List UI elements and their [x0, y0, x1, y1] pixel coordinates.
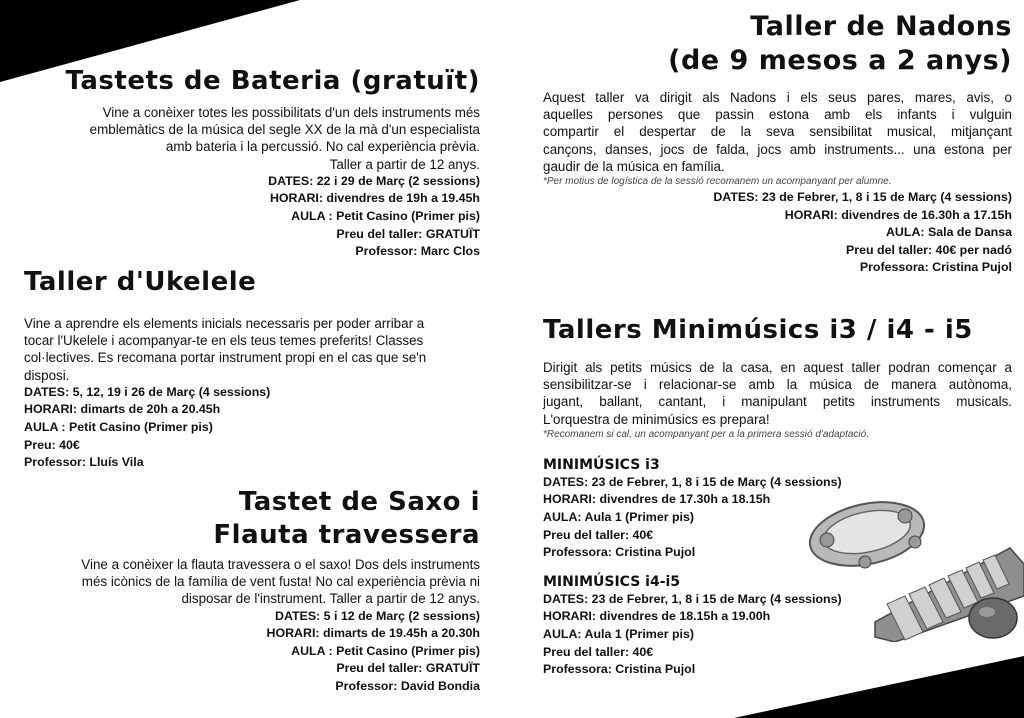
bateria-dates: DATES: 22 i 29 de Març (2 sessions) — [268, 173, 480, 188]
nadons-info-list — [543, 189, 1012, 277]
bateria-text-line: Taller a partir de 12 anys. — [329, 156, 480, 172]
bateria-text-line: Vine a conèixer totes les possibilitats d'un dels instruments més — [102, 105, 480, 120]
minimusics-i45-price: Preu del taller: 40€ — [543, 644, 654, 659]
minimusics-i3-room: AULA: Aula 1 (Primer pis) — [543, 510, 695, 524]
bateria-text-line: emblemàtics de la música del segle XX de la mà d'un especialista — [89, 122, 480, 138]
ukelele-title: Taller d'Ukelele — [24, 267, 257, 297]
saxo-teacher: Professor: David Bondia — [335, 678, 480, 693]
minimusics-i45-schedule: HORARI: divendres de 18.15h a 19.00h — [543, 609, 771, 624]
toy-instruments-icon — [805, 492, 1024, 642]
bateria-teacher: Professor: Marc Clos — [355, 244, 480, 259]
bateria-schedule: HORARI: divendres de 19h a 19.45h — [269, 191, 480, 206]
nadons-dates: DATES: 23 de Febrer, 1, 8 i 15 de Març (4 sessions) — [713, 190, 1012, 205]
bateria-room: AULA : Petit Casino (Primer pis) — [291, 209, 480, 223]
ukelele-text-line: tocar l'Ukelele i acompanyar-te en els teus temes preferits! Classes — [24, 333, 424, 349]
ukelele-text-line: col·lectives. Es recomana portar instrument propi en el cas que se'n — [24, 350, 427, 366]
minimusics-i45-room: AULA: Aula 1 (Primer pis) — [543, 626, 695, 641]
saxo-schedule: HORARI: dimarts de 19.45h a 20.30h — [266, 626, 480, 641]
nadons-note: *Per motius de logística de la sessió recomanem un acompanyant per alumne. — [543, 176, 892, 188]
nadons-schedule: HORARI: divendres de 16.30h a 17.15h — [784, 207, 1012, 222]
saxo-room: AULA : Petit Casino (Primer pis) — [291, 643, 480, 658]
section-nadons — [543, 10, 1012, 277]
nadons-text-line: aquelles persones que passin estona amb els infants i vulguin — [543, 107, 1012, 123]
ukelele-teacher: Professor: Lluís Vila — [24, 455, 144, 470]
nadons-price: Preu del taller: 40€ per nadó — [846, 242, 1012, 257]
nadons-room: AULA: Sala de Dansa — [885, 225, 1012, 240]
nadons-text-line: gaudir de la música en família. — [543, 158, 725, 174]
minimusics-i3-price: Preu del taller: 40€ — [543, 527, 654, 542]
minimusics-i45-dates: DATES: 23 de Febrer, 1, 8 i 15 de Març (4 sessions) — [543, 591, 842, 606]
minimusics-i3-heading: MINIMÚSICS i3 — [543, 456, 660, 473]
section-ukelele — [24, 265, 484, 472]
nadons-text-line: compartir el despertar de la seva sensibilitat musical, mitjançant — [543, 124, 1012, 140]
ukelele-price: Preu: 40€ — [24, 437, 80, 452]
ukelele-room: AULA : Petit Casino (Primer pis) — [24, 420, 213, 434]
minimusics-text-line: jugant, ballant, cantant, i manipulant petits instruments musicals. — [543, 394, 1012, 410]
saxo-text-line: Vine a conèixer la flauta travessera o el saxo! Dos dels instruments — [81, 557, 480, 572]
nadons-title-line: Taller de Nadons — [750, 11, 1012, 42]
saxo-text-line: disposar de l'instrument. Taller a partir de 12 anys. — [181, 591, 480, 607]
minimusics-i45-heading: MINIMÚSICS i4-i5 — [543, 573, 681, 590]
section-bateria — [20, 64, 480, 261]
bateria-price: Preu del taller: GRATUÏT — [336, 226, 480, 241]
ukelele-info-list — [24, 384, 484, 472]
saxo-title-line: Tastet de Saxo i — [238, 487, 480, 517]
nadons-text-line: cançons, danses, jocs de falda, jocs amb instruments... una estona per — [543, 141, 1012, 157]
nadons-teacher: Professora: Cristina Pujol — [859, 260, 1012, 275]
minimusics-text-line: Dirigit als petits músics de la casa, en aquest taller podran començar a — [543, 360, 1012, 375]
nadons-title-line: (de 9 mesos a 2 anys) — [668, 45, 1012, 76]
minimusics-i45-teacher: Professora: Cristina Pujol — [543, 662, 696, 677]
saxo-title-line: Flauta travessera — [213, 520, 480, 550]
saxo-info-list — [20, 608, 480, 696]
saxo-dates: DATES: 5 i 12 de Març (2 sessions) — [275, 608, 480, 623]
minimusics-i3-dates: DATES: 23 de Febrer, 1, 8 i 15 de Març (4 sessions) — [543, 474, 842, 489]
ukelele-text-line: Vine a aprendre els elements inicials necessaris per poder arribar a — [24, 316, 425, 331]
bateria-info-list — [20, 173, 480, 261]
ukelele-text-line: disposi. — [24, 367, 70, 383]
minimusics-title: Tallers Minimúsics i3 / i4 - i5 — [543, 315, 973, 345]
minimusics-text-line: sensibilitzar-se i relacionar-se amb la música de manera autònoma, — [543, 377, 1012, 393]
ukelele-dates: DATES: 5, 12, 19 i 26 de Març (4 sessions) — [24, 384, 271, 399]
saxo-price: Preu del taller: GRATUÏT — [336, 661, 480, 676]
minimusics-i3-teacher: Professora: Cristina Pujol — [543, 545, 696, 560]
section-saxo — [20, 486, 480, 696]
bateria-title: Tastets de Bateria (gratuït) — [65, 66, 480, 96]
minimusics-note: *Recomanem si cal, un acompanyant per a la primera sessió d'adaptació. — [543, 428, 869, 440]
minimusics-text-line: L'orquestra de minimúsics es prepara! — [543, 411, 770, 427]
saxo-text-line: més icònics de la família de vent fusta! No cal experiència prèvia ni — [81, 574, 480, 590]
bateria-text-line: amb bateria i la percussió. No cal experiència prèvia. — [165, 139, 480, 155]
minimusics-i3-schedule: HORARI: divendres de 17.30h a 18.15h — [543, 492, 771, 507]
ukelele-schedule: HORARI: dimarts de 20h a 20.45h — [24, 402, 221, 417]
nadons-text-line: Aquest taller va dirigit als Nadons i els seus pares, mares, avis, o — [543, 90, 1012, 105]
